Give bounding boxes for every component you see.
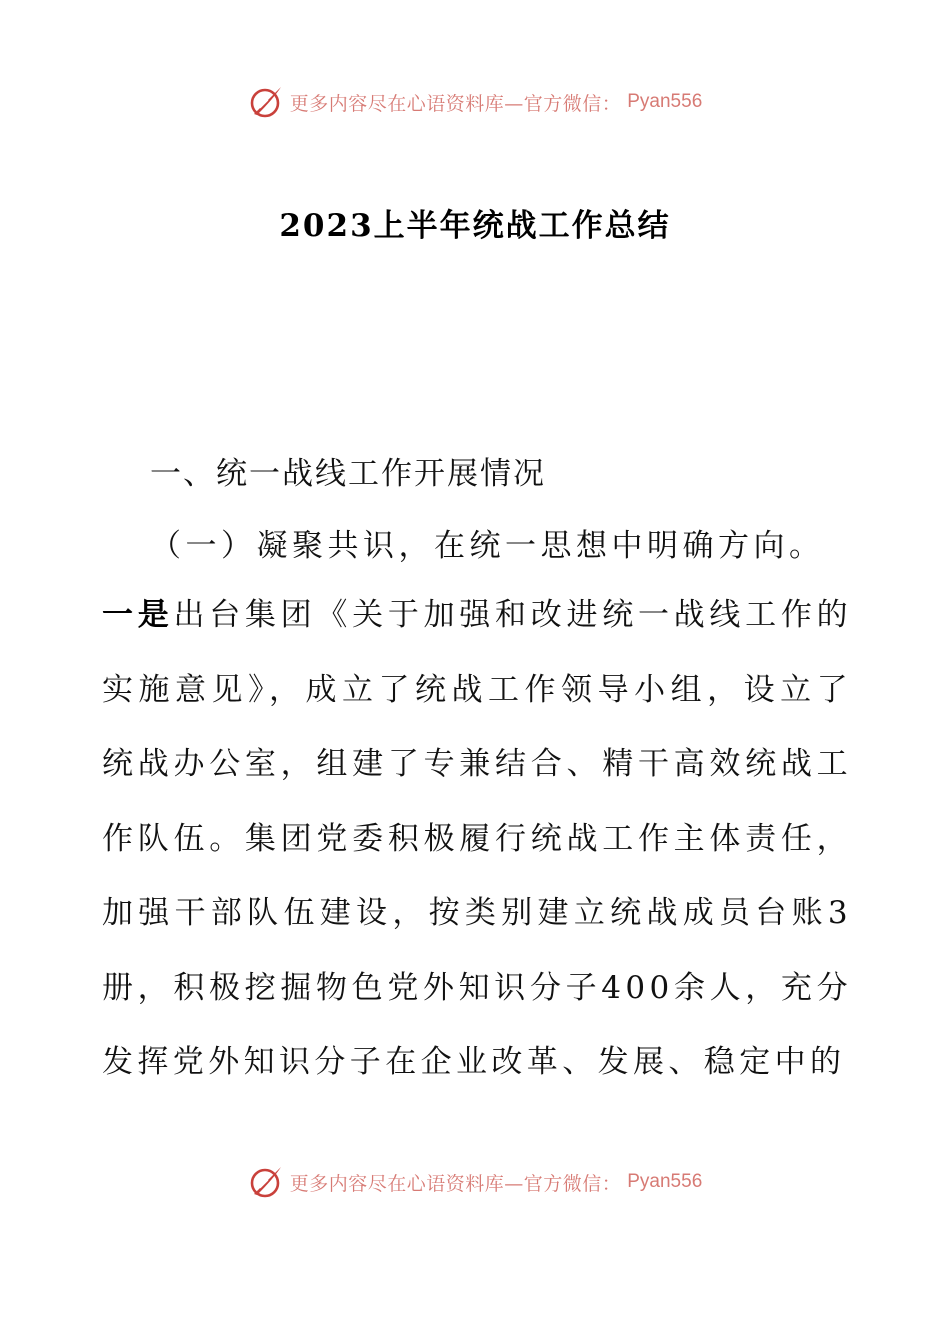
quill-logo-icon [248, 1164, 284, 1200]
section-heading: 一、统一战线工作开展情况 [150, 456, 546, 492]
document-title: 2023上半年统战工作总结 [279, 208, 671, 244]
paragraph-lead: 一是 [102, 597, 174, 633]
header-watermark-banner [0, 82, 950, 122]
watermark-wechat-id: Pyan556 [627, 91, 703, 112]
body-paragraph [102, 578, 852, 1100]
footer-watermark-banner [0, 1162, 950, 1202]
sub-heading: （一）凝聚共识，在统一思想中明确方向。 [150, 528, 825, 564]
watermark-wechat-id: Pyan556 [627, 1171, 703, 1192]
watermark-text: 更多内容尽在心语资料库—官方微信： [289, 92, 622, 115]
quill-logo-icon [248, 84, 284, 120]
paragraph-body: 出台集团《关于加强和改进统一战线工作的实施意见》，成立了统战工作领导小组，设立了统战办公室，组建了专兼结合、精干高效统战工作队伍。集团党委积极履行统战工作主体责任，加强干部队伍建设，按类别建立统战成员台账3册，积极挖掘物色党外知识分子400余人，充分发挥党外知识分子在企业改革、发展、稳定中的 [102, 597, 852, 1080]
watermark-text: 更多内容尽在心语资料库—官方微信： [289, 1172, 622, 1195]
